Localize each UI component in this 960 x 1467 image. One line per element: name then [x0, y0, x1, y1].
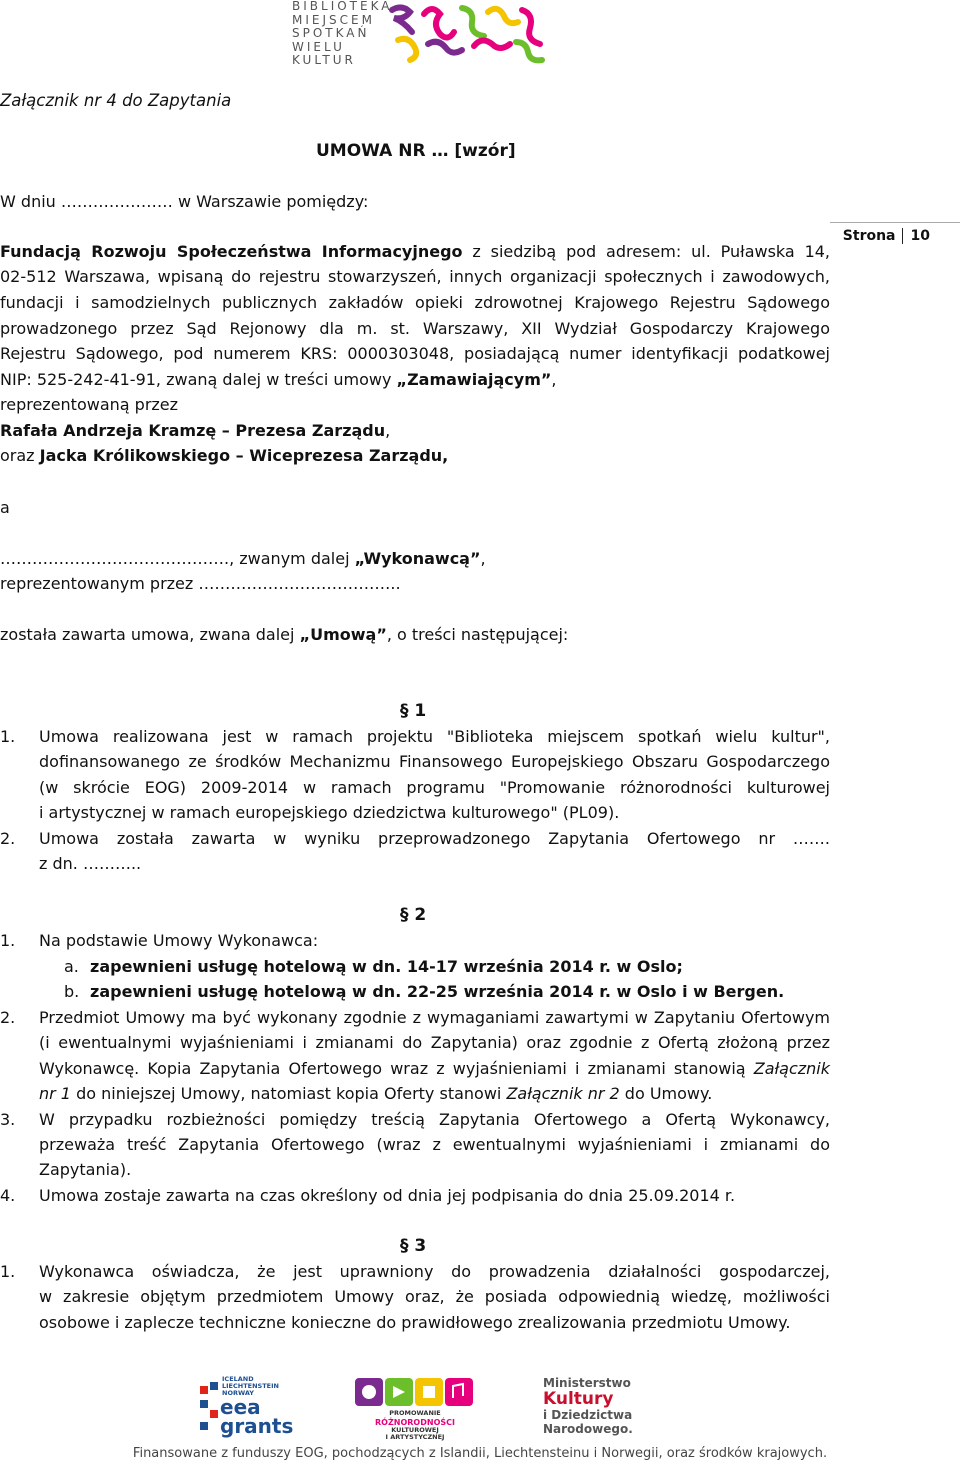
- list-number: 1.: [0, 1262, 16, 1281]
- list-item-line: w zakresie objętym przedmiotem Umowy oraz, że posiada odpowiednią wiedzę, możliwości: [39, 1287, 830, 1306]
- list-item-line: Przedmiot Umowy ma być wykonany zgodnie z wymaganiami zawartymi w Zapytaniu Ofertowym: [39, 1008, 830, 1027]
- list-number: 1.: [0, 931, 16, 950]
- list-item-line: Zapytania).: [39, 1160, 132, 1179]
- sublist-letter: a.: [64, 957, 79, 976]
- section-heading-2: § 2: [400, 905, 427, 925]
- list-item-line: (i ewentualnymi wyjaśnieniami i zmianami do Zapytania) oraz zgodnie z Ofertą złożoną przez: [39, 1033, 830, 1052]
- logo-graphic: [384, 0, 554, 70]
- list-number: 2.: [0, 829, 16, 848]
- page-number-label: Strona 10: [842, 228, 930, 244]
- list-item-line: Wykonawcę. Kopia Zapytania Ofertowego wraz z wyjaśnieniami i zmianami stanowią Załącznik: [39, 1059, 830, 1078]
- program-logo: PROMOWANIE RÓŻNORODNOŚCI KULTUROWEJ I ARTYSTYCZNEJ: [355, 1378, 477, 1440]
- party1-line6: NIP: 525-242-41-91, zwaną dalej w treści umowy „Zamawiającym”,: [0, 370, 557, 389]
- party1-line5: Rejestru Sądowego, pod numerem KRS: 0000303048, posiadającą numer identyfikacji podatkowej: [0, 344, 830, 363]
- sublist-item: zapewnieni usługę hotelową w dn. 22-25 września 2014 r. w Oslo i w Bergen.: [90, 982, 785, 1001]
- party2-line1: ……………………………………., zwanym dalej „Wykonawcą”,: [0, 549, 486, 568]
- list-item-line: W przypadku rozbieżności pomiędzy treścią Zapytania Ofertowego a Ofertą Wykonawcy,: [39, 1110, 830, 1129]
- party1-line3: fundacji i samodzielnych publicznych zakładów opieki zdrowotnej Krajowego Rejestru Sądowego: [0, 293, 830, 312]
- date-line: W dniu ………………… w Warszawie pomiędzy:: [0, 192, 369, 211]
- list-number: 3.: [0, 1110, 16, 1129]
- party1-line1: Fundacją Rozwoju Społeczeństwa Informacyjnego z siedzibą pod adresem: ul. Puławska 14,: [0, 242, 831, 261]
- project-logo: [292, 0, 552, 70]
- list-item-line: i artystycznej w ramach europejskiego dziedzictwa kulturowego" (PL09).: [39, 803, 620, 822]
- sublist-item: zapewnieni usługę hotelową w dn. 14-17 września 2014 r. w Oslo;: [90, 957, 683, 976]
- party1-line4: prowadzonego przez Sąd Rejonowy dla m. st. Warszawy, XII Wydział Gospodarczy Krajowego: [0, 319, 830, 338]
- party1-rep2: oraz Jacka Królikowskiego – Wiceprezesa Zarządu,: [0, 446, 449, 465]
- section-heading-1: § 1: [400, 701, 427, 721]
- sublist-letter: b.: [64, 982, 80, 1001]
- page-header-rule: [830, 222, 960, 223]
- program-icons: [355, 1378, 475, 1408]
- list-item-line: osobowe i zaplecze techniczne konieczne do prawidłowego zrealizowania przedmiotu Umowy.: [39, 1313, 791, 1332]
- list-number: 4.: [0, 1186, 16, 1205]
- document-title: UMOWA NR … [wzór]: [316, 141, 516, 161]
- footer-funding-note: Finansowane z funduszy EOG, pochodzących z Islandii, Liechtensteinu i Norwegii, oraz środków krajowych.: [132, 1446, 828, 1461]
- attachment-note: Załącznik nr 4 do Zapytania: [0, 91, 232, 110]
- list-item-line: (w skrócie EOG) 2009-2014 w ramach programu "Promowanie różnorodności kulturowej: [39, 778, 830, 797]
- list-item-line: Umowa zostaje zawarta na czas określony od dnia jej podpisania do dnia 25.09.2014 r.: [39, 1186, 736, 1205]
- list-item-line: Wykonawca oświadcza, że jest uprawniony do prowadzenia działalności gospodarczej,: [39, 1262, 830, 1281]
- ministry-logo: Ministerstwo Kultury i Dziedzictwa Narodowego.: [543, 1376, 633, 1436]
- party2-line2: reprezentowanym przez ………………………………..: [0, 574, 401, 593]
- and-word: a: [0, 498, 10, 517]
- party1-line2: 02-512 Warszawa, wpisaną do rejestru stowarzyszeń, innych organizacji społecznych i zawodowych,: [0, 267, 830, 286]
- list-item-line: dofinansowanego ze środków Mechanizmu Finansowego Europejskiego Obszaru Gospodarczego: [39, 752, 830, 771]
- section-heading-3: § 3: [400, 1236, 427, 1256]
- list-item-line: z dn. ………..: [39, 854, 142, 873]
- logo-text: BIBLIOTEKA MIEJSCEM SPOTKAŃ WIELU KULTUR: [292, 0, 393, 67]
- party1-rep1: Rafała Andrzeja Kramzę – Prezesa Zarządu,: [0, 421, 391, 440]
- list-item-line: nr 1 do niniejszej Umowy, natomiast kopia Oferty stanowi Załącznik nr 2 do Umowy.: [39, 1084, 713, 1103]
- list-number: 2.: [0, 1008, 16, 1027]
- page-number: 10: [902, 228, 930, 244]
- list-item-line: Umowa została zawarta w wyniku przeprowadzonego Zapytania Ofertowego nr …….: [39, 829, 830, 848]
- list-item-line: Umowa realizowana jest w ramach projektu "Biblioteka miejscem spotkań wielu kultur",: [39, 727, 830, 746]
- list-number: 1.: [0, 727, 16, 746]
- eea-grants-logo: ICELAND LIECHTENSTEIN NORWAY eea grants: [196, 1376, 306, 1440]
- list-item-line: przeważa treść Zapytania Ofertowego (wraz z ewentualnymi wyjaśnieniami i zmianami do: [39, 1135, 830, 1154]
- concluded-line: została zawarta umowa, zwana dalej „Umową”, o treści następującej:: [0, 625, 569, 644]
- list-item-line: Na podstawie Umowy Wykonawca:: [39, 931, 319, 950]
- party1-line7: reprezentowaną przez: [0, 395, 179, 414]
